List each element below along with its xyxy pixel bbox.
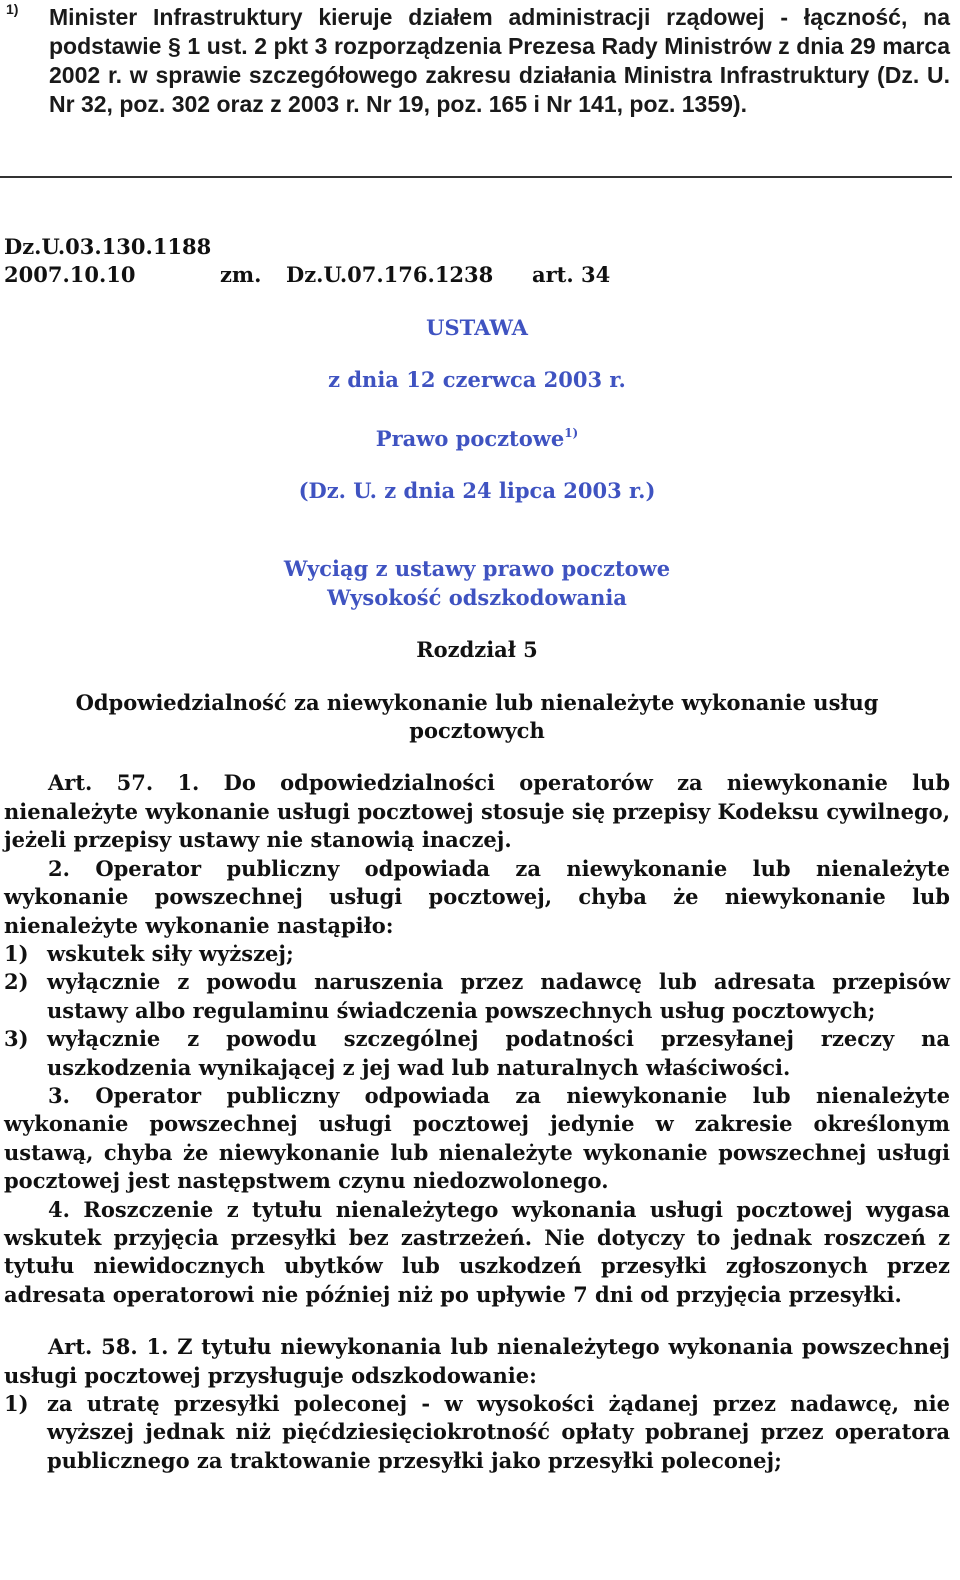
header-amendment-line <box>4 261 950 289</box>
extract-subtitle: Wysokość odszkodowania <box>327 584 627 610</box>
chapter-title: Odpowiedzialność za niewykonanie lub nienależyte wykonanie usług pocztowych <box>75 689 879 744</box>
item-number: 1) <box>4 940 29 966</box>
art57-item-2 <box>4 968 950 1025</box>
item-number: 1) <box>4 1391 29 1416</box>
item-text: wyłącznie z powodu naruszenia przez nadawcę lub adresata przepisów ustawy albo regulaminu świadczenia powszechnych usług pocztowych; <box>47 969 950 1023</box>
header-date: 2007.10.10 <box>4 262 136 288</box>
act-name-text: Prawo pocztowe <box>375 425 565 451</box>
act-name-footnote-ref: 1) <box>564 425 579 440</box>
header-amend-ref: Dz.U.07.176.1238 <box>286 262 494 288</box>
art57-para4: 4. Roszczenie z tytułu nienależytego wykonania usługi pocztowej wygasa wskutek przyjęcia przesyłki bez zastrzeżeń. Nie dotyczy to jednak roszczeń z tytułu niewidocznych ubytków lub uszkodzeń przesyłki zgłoszonych przez adresata operatorowi nie później niż po upływie 7 dni od przyjęcia przesyłki. <box>4 1196 950 1307</box>
chapter-number: Rozdział 5 <box>416 637 538 663</box>
art58-para1: Art. 58. 1. Z tytułu niewykonania lub nienależytego wykonania powszechnej usługi pocztowej przysługuje odszkodowanie: <box>4 1334 950 1388</box>
art57-para2: 2. Operator publiczny odpowiada za niewykonanie lub nienależyte wykonanie powszechnej usługi pocztowej, chyba że niewykonanie lub nienależyte wykonanie nastąpiło: <box>4 855 950 938</box>
footnote-text: Minister Infrastruktury kieruje działem administracji rządowej - łączność, na podstawie § 1 ust. 2 pkt 3 rozporządzenia Prezesa Rady Ministrów z dnia 29 marca 2002 r. w sprawie szczegółowego zakresu działania Ministra Infrastruktury (Dz. U. Nr 32, poz. 302 oraz z 2003 r. Nr 19, poz. 165 i Nr 141, poz. 1359). <box>49 4 950 117</box>
extract-title: Wyciąg z ustawy prawo pocztowe <box>283 556 671 582</box>
act-type: USTAWA <box>426 314 528 340</box>
item-number: 2) <box>4 969 29 995</box>
art57-item-3 <box>4 1025 950 1082</box>
item-text: wyłącznie z powodu szczególnej podatności przesyłanej rzeczy na uszkodzenia wynikającej z jej wad lub naturalnych właściwości. <box>47 1026 950 1080</box>
document-body <box>4 233 950 1475</box>
header-dz-ref: Dz.U.03.130.1188 <box>4 234 212 259</box>
act-name <box>4 419 950 453</box>
art57-para1: Art. 57. 1. Do odpowiedzialności operatorów za niewykonanie lub nienależyte wykonanie usługi pocztowej stosuje się przepisy Kodeksu cywilnego, jeżeli przepisy ustawy nie stanowią inaczej. <box>4 770 950 853</box>
header-zm: zm. <box>220 262 262 288</box>
art57-item-1 <box>4 940 950 968</box>
footnote-mark: 1) <box>6 1 19 17</box>
item-number: 3) <box>4 1026 29 1052</box>
act-publication: (Dz. U. z dnia 24 lipca 2003 r.) <box>298 478 656 504</box>
footnote-divider <box>0 176 952 178</box>
item-text: wskutek siły wyższej; <box>47 940 294 966</box>
header-art-ref: art. 34 <box>532 262 611 288</box>
art58-item-1 <box>4 1390 950 1475</box>
item-text: za utratę przesyłki poleconej - w wysokości żądanej przez nadawcę, nie wyższej jednak niż pięćdziesięciokrotność opłaty pobranej przez operatora publicznego za traktowanie przesyłki jako przesyłki poleconej; <box>47 1391 950 1473</box>
art57-para3: 3. Operator publiczny odpowiada za niewykonanie lub nienależyte wykonanie powszechnej usługi pocztowej jedynie w zakresie określonym ustawą, chyba że niewykonanie lub nienależyte wykonanie powszechnej usługi pocztowej jest następstwem czynu niedozwolonego. <box>4 1082 950 1194</box>
act-date: z dnia 12 czerwca 2003 r. <box>328 367 626 393</box>
